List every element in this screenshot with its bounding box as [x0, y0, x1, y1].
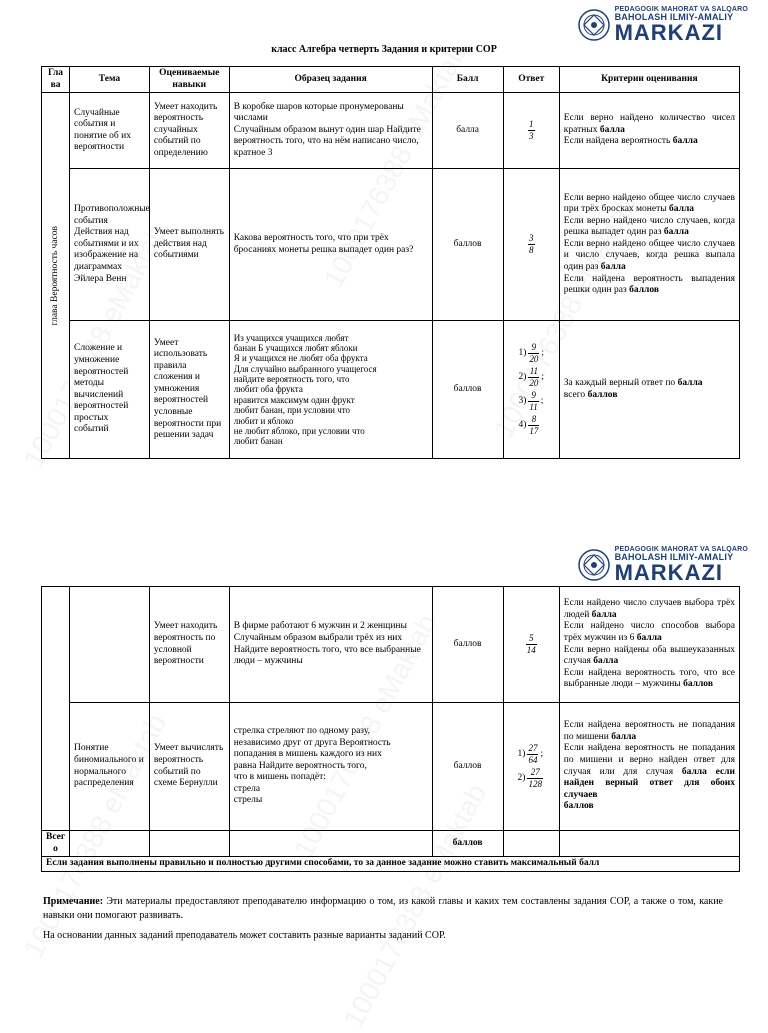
answer-list: 1) $\frac{27}{64}$ ; 2) $\frac{27}{128}$ — [517, 743, 544, 789]
zadanie-cell: Из учащихся учащихся любят банан Б учащихся любят яблоки Я и учащихся не любят оба фрукта Для случайно выбранного учащегося найдите вероятность того, что любит оба фрукта нравится максимум один фрукт любит банан, при условии что любит и яблоко не любит яблоко, при условии что любит банан — [229, 321, 432, 459]
table-row — [42, 587, 740, 703]
ball-cell: баллов — [432, 321, 503, 459]
answer-cell — [503, 703, 559, 831]
ball-cell: баллов — [432, 169, 503, 321]
answer-cell — [503, 93, 559, 169]
logo-line1: PEDAGOGIK MAHORAT VA SALQARO — [614, 6, 748, 13]
table-row — [42, 169, 740, 321]
tema-cell — [70, 587, 150, 703]
answer-cell — [503, 321, 559, 459]
header-navyki: Оцениваемые навыки — [149, 67, 229, 93]
ball-cell: балла — [432, 93, 503, 169]
header-tema: Тема — [70, 67, 150, 93]
logo-line3: MARKAZI — [614, 560, 724, 585]
markazi-logo — [577, 6, 748, 44]
navyk-cell: Умеет использовать правила сложения и умножения вероятностей условные вероятности при решении задач — [149, 321, 229, 459]
answer-fraction: $\frac{3}{8}$ — [529, 233, 534, 256]
zadanie-cell: В фирме работают 6 мужчин и 2 женщины Случайным образом выбрали трёх из них Найдите вероятность того, что все выбранные люди – мужчины — [229, 587, 432, 703]
logo-line2: BAHOLASH ILMIY-AMALIY — [614, 12, 734, 22]
tema-cell: Понятие биномиального и нормального распределения — [70, 703, 150, 831]
note-paragraph-2: На основании данных заданий преподаватель может составить разные варианты заданий СОР. — [43, 930, 446, 941]
header-ball: Балл — [432, 67, 503, 93]
page-title: класс Алгебра четверть Задания и критерии СОР — [271, 44, 497, 55]
ball-cell: баллов — [432, 587, 503, 703]
total-row — [42, 831, 740, 857]
full-note-row — [42, 857, 740, 872]
kriterii-cell: Если верно найдено количество чисел кратных балла Если найдена вероятность балла — [559, 93, 739, 169]
seal-icon — [577, 548, 611, 582]
logo-line2: BAHOLASH ILMIY-AMALIY — [614, 552, 734, 562]
header-kriterii: Критерии оценивания — [559, 67, 739, 93]
answer-list: 1) $\frac{9}{20}$ ; 2) $\frac{11}{20}$ ; 3) $\frac{9}{11}$ ; 4) $\frac{8}{17}$ — [518, 342, 545, 437]
zadanie-cell: стрелка стреляют по одному разу, независимо друг от друга Вероятность попадания в мишень каждого из них равна Найдите вероятность того, что в мишень попадёт: стрела стрелы — [229, 703, 432, 831]
tema-cell: Случайные события и понятие об их вероятности — [70, 93, 150, 169]
zadanie-cell: Какова вероятность того, что при трёх бросаниях монеты решка выпадет один раз? — [229, 169, 432, 321]
logo-line1: PEDAGOGIK MAHORAT VA SALQARO — [614, 546, 748, 553]
full-note: Если задания выполнены правильно и полностью другими способами, то за данное задание можно ставить максимальный балл — [42, 857, 740, 872]
sor-table-page1 — [41, 66, 740, 459]
tema-cell: Сложение и умножение вероятностей методы вычислений вероятностей простых событий — [70, 321, 150, 459]
navyk-cell: Умеет выполнять действия над событиями — [149, 169, 229, 321]
kriterii-cell: Если верно найдено общее число случаев при трёх бросках монеты балла Если верно найдено число случаев, когда решка выпадет один раз балла Если верно найдено общее число случаев и число случаев, когда решка выпала один раз балла Если найдена вероятность выпадения решки один раз баллов — [559, 169, 739, 321]
zadanie-cell: В коробке шаров которые пронумерованы числами Случайным образом вынут один шар Найдите вероятность того, что на нём написано число, кратное 3 — [229, 93, 432, 169]
note-paragraph: Примечание: Эти материалы предоставляют преподавателю информацию о том, из какой главы и каких тем составлены задания СОР, а также о том, какие навыки они помогают развивать. — [43, 896, 723, 921]
navyk-cell: Умеет вычислять вероятность событий по схеме Бернулли — [149, 703, 229, 831]
seal-icon — [577, 8, 611, 42]
kriterii-cell: Если найдено число случаев выбора трёх людей балла Если найдено число способов выбора трёх мужчин из 6 балла Если верно найдены оба вышеуказанных случая балла Если найдена вероятность того, что все выбранные люди – мужчины баллов — [559, 587, 739, 703]
sor-table-page2 — [41, 586, 740, 872]
ball-cell: баллов — [432, 703, 503, 831]
glava-cell: глава Вероятность часов — [42, 93, 70, 459]
kriterii-cell: Если найдена вероятность не попадания по мишени балла Если найдена вероятность не попадания по мишени и верно найден ответ для случая или для случая балла если найден верный ответ для обоих случаев баллов — [559, 703, 739, 831]
kriterii-cell: За каждый верный ответ по балла всего баллов — [559, 321, 739, 459]
tema-cell: Противоположные события Действия над событиями и их изображение на диаграммах Эйлера Венн — [70, 169, 150, 321]
navyk-cell: Умеет находить вероятность по условной вероятности — [149, 587, 229, 703]
header-otvet: Ответ — [503, 67, 559, 93]
table-row — [42, 321, 740, 459]
total-label: Всег о — [42, 831, 70, 857]
answer-cell — [503, 587, 559, 703]
total-ball: баллов — [432, 831, 503, 857]
markazi-logo — [577, 546, 748, 584]
answer-fraction: $\frac{5}{14}$ — [526, 633, 536, 655]
logo-line3: MARKAZI — [614, 20, 724, 45]
answer-cell — [503, 169, 559, 321]
table-row — [42, 93, 740, 169]
header-obrazec: Образец задания — [229, 67, 432, 93]
glava-cell — [42, 587, 70, 831]
header-glava: Гла ва — [42, 67, 70, 93]
answer-fraction: $\frac{1}{3}$ — [529, 119, 534, 142]
table-row — [42, 703, 740, 831]
navyk-cell: Умеет находить вероятность случайных событий по определению — [149, 93, 229, 169]
